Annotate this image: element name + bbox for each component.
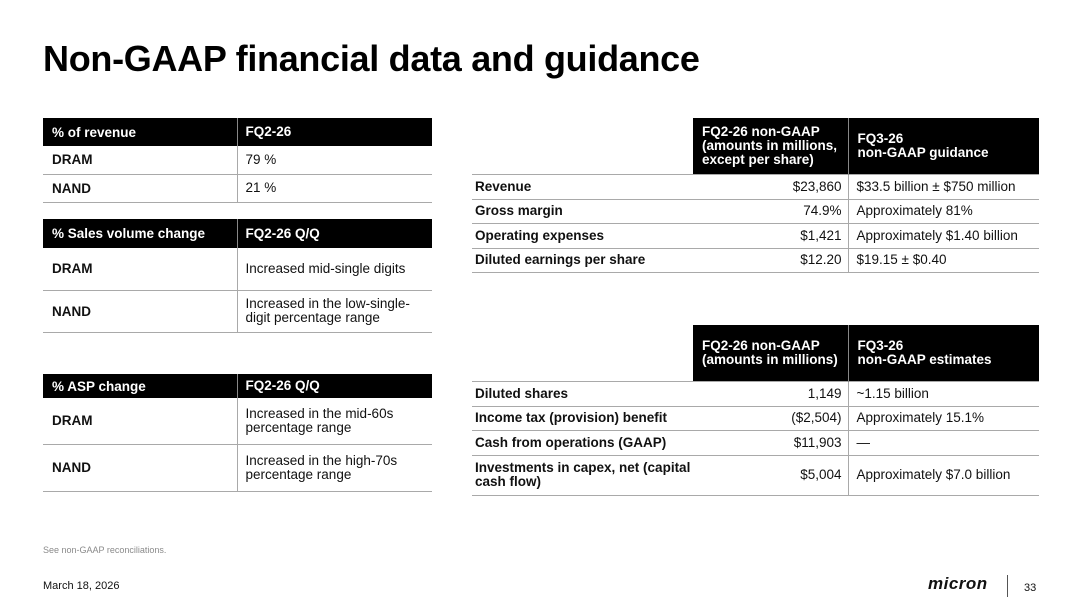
asp-change-header-period: FQ2-26 Q/Q <box>237 374 432 398</box>
guidance-opex-outlook: Approximately $1.40 billion <box>848 223 1039 248</box>
guidance-eps-actual: $12.20 <box>693 248 848 272</box>
footer-divider <box>1007 575 1008 597</box>
guidance-table <box>472 118 1039 273</box>
revenue-mix-header-label: % of revenue <box>43 118 237 146</box>
sales-volume-table <box>43 219 432 333</box>
presentation-date: March 18, 2026 <box>43 580 120 592</box>
estimates-capex-actual: $5,004 <box>693 455 848 495</box>
estimates-cash-ops-actual: $11,903 <box>693 430 848 455</box>
revenue-mix-nand-label: NAND <box>43 174 237 202</box>
guidance-gross-margin-outlook: Approximately 81% <box>848 199 1039 223</box>
estimates-header-actual: FQ2-26 non-GAAP (amounts in millions) <box>693 325 848 381</box>
sales-volume-header-period: FQ2-26 Q/Q <box>237 219 432 248</box>
guidance-gross-margin-actual: 74.9% <box>693 199 848 223</box>
sales-volume-header-label: % Sales volume change <box>43 219 237 248</box>
asp-change-nand-label: NAND <box>43 444 237 491</box>
guidance-header-outlook: FQ3-26 non-GAAP guidance <box>848 118 1039 174</box>
estimates-cash-ops-label: Cash from operations (GAAP) <box>472 430 693 455</box>
asp-change-table <box>43 374 432 492</box>
guidance-header-actual: FQ2-26 non-GAAP (amounts in millions, except per share) <box>693 118 848 174</box>
estimates-header-blank <box>472 325 693 381</box>
estimates-shares-actual: 1,149 <box>693 381 848 406</box>
page-title: Non-GAAP financial data and guidance <box>43 38 700 79</box>
company-logo: micron <box>928 574 988 593</box>
guidance-opex-label: Operating expenses <box>472 223 693 248</box>
estimates-shares-label: Diluted shares <box>472 381 693 406</box>
estimates-cash-ops-outlook: — <box>848 430 1039 455</box>
guidance-eps-label: Diluted earnings per share <box>472 248 693 272</box>
revenue-mix-dram-label: DRAM <box>43 146 237 174</box>
sales-volume-dram-label: DRAM <box>43 248 237 290</box>
footnote: See non-GAAP reconciliations. <box>43 545 167 555</box>
sales-volume-dram-value: Increased mid-single digits <box>237 248 432 290</box>
asp-change-dram-label: DRAM <box>43 398 237 444</box>
revenue-mix-dram-value: 79 % <box>237 146 432 174</box>
estimates-tax-outlook: Approximately 15.1% <box>848 406 1039 430</box>
estimates-table <box>472 325 1039 496</box>
revenue-mix-nand-value: 21 % <box>237 174 432 202</box>
estimates-shares-outlook: ~1.15 billion <box>848 381 1039 406</box>
estimates-tax-label: Income tax (provision) benefit <box>472 406 693 430</box>
guidance-revenue-actual: $23,860 <box>693 174 848 199</box>
page-number: 33 <box>1024 582 1037 594</box>
guidance-revenue-outlook: $33.5 billion ± $750 million <box>848 174 1039 199</box>
sales-volume-nand-label: NAND <box>43 290 237 332</box>
asp-change-nand-value: Increased in the high-70s percentage range <box>237 444 432 491</box>
estimates-tax-actual: ($2,504) <box>693 406 848 430</box>
guidance-revenue-label: Revenue <box>472 174 693 199</box>
revenue-mix-header-period: FQ2-26 <box>237 118 432 146</box>
asp-change-dram-value: Increased in the mid-60s percentage range <box>237 398 432 444</box>
asp-change-header-label: % ASP change <box>43 374 237 398</box>
revenue-mix-table <box>43 118 432 203</box>
guidance-gross-margin-label: Gross margin <box>472 199 693 223</box>
guidance-header-blank <box>472 118 693 174</box>
estimates-header-outlook: FQ3-26 non-GAAP estimates <box>848 325 1039 381</box>
sales-volume-nand-value: Increased in the low-single- digit percentage range <box>237 290 432 332</box>
estimates-capex-outlook: Approximately $7.0 billion <box>848 455 1039 495</box>
guidance-opex-actual: $1,421 <box>693 223 848 248</box>
guidance-eps-outlook: $19.15 ± $0.40 <box>848 248 1039 272</box>
estimates-capex-label: Investments in capex, net (capital cash flow) <box>472 455 693 495</box>
